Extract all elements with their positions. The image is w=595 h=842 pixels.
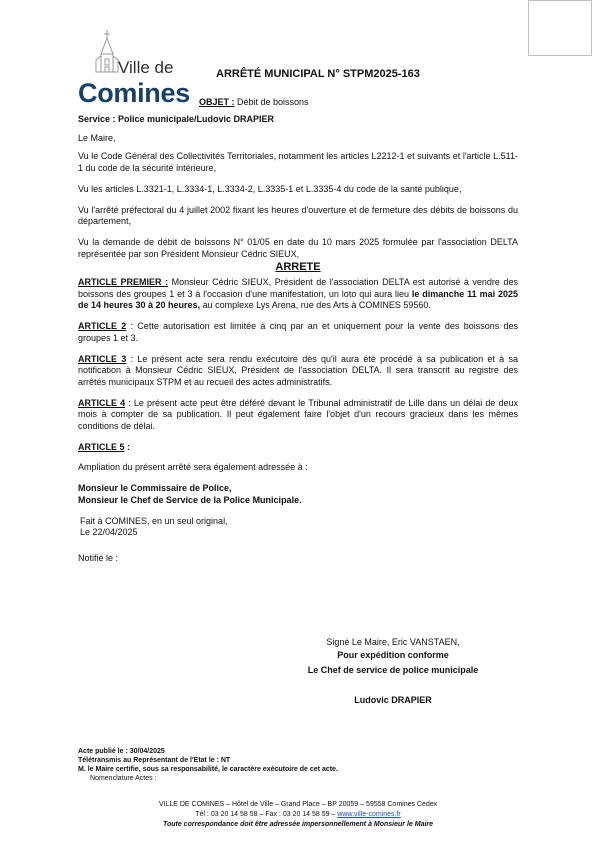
contact-line	[78, 810, 518, 820]
chef-service: Le Chef de service de police municipale	[307, 665, 479, 675]
service-line: Service : Police municipale/Ludovic DRAPIER	[78, 114, 275, 124]
ampliation: Ampliation du présent arrêté sera également adressée à :	[78, 462, 308, 473]
signataire-nom: Ludovic DRAPIER	[354, 695, 432, 705]
objet-label: OBJET :	[199, 97, 235, 107]
pour-expedition: Pour expédition conforme	[337, 650, 449, 660]
event-date: le dimanche 11 mai 2025 de 14 heures 30 à 20 heures,	[78, 288, 518, 311]
teletransmis: Télétransmis au Représentant de l'Etat le : NT	[78, 757, 231, 764]
notifie-le: Notifié le :	[78, 552, 119, 563]
destinataire-commissaire: Monsieur le Commissaire de Police,	[78, 483, 232, 494]
acte-publie: Acte publié le : 30/04/2025	[78, 748, 165, 755]
vu-sante-publique: Vu les articles L.3321-1, L.3334-1, L.3334-2, L.3335-1 et L.3335-4 du code de la santé publique,	[78, 183, 462, 194]
destinataire-chef-service: Monsieur le Chef de Service de la Police Municipale.	[78, 494, 302, 505]
article-2-label: ARTICLE 2	[78, 321, 127, 332]
objet-value: Débit de boissons	[234, 97, 309, 107]
article-2: ARTICLE 2 : Cette autorisation est limitée à cinq par an et uniquement pour la vente des boissons des groupes 1 et 3.	[78, 321, 518, 343]
stamp-box	[528, 0, 592, 56]
article-premier: ARTICLE PREMIER : Monsieur Cédric SIEUX, Président de l'association DELTA est autorisé à vendre des boissons des groupes 1 et 3 à l'occasion d'une manifestation, un loto qui aura lieu le dimanche 11 mai 2025 de 14 heures 30 à 20 heures, au complexe Lys Arena, rue des Arts à COMINES 59560.	[78, 277, 518, 311]
logo-comines-text: Comines	[78, 78, 190, 108]
arrete-heading: ARRETE	[275, 261, 321, 274]
article-4: ARTICLE 4 : Le présent acte peut être déféré devant le Tribunal administratif de Lille dans un délai de deux mois à compter de sa publication. Il peut également faire l'objet d'un recours gracieux dans les mêmes conditions de délai.	[78, 397, 518, 432]
website-link[interactable]: www.ville-comines.fr	[337, 811, 401, 818]
vu-cgct: Vu le Code Général des Collectivités Territoriales, notamment les articles L2212-1 et suivants et l'article L.511-1 du code de la sécurité intérieure,	[78, 151, 518, 174]
le-maire: Le Maire,	[78, 132, 116, 143]
article-premier-label: ARTICLE PREMIER :	[78, 277, 169, 288]
correspondence-note: Toute correspondance doit être adressée impersonnellement à Monsieur le Maire	[162, 821, 434, 828]
vu-arrete-prefectoral: Vu l'arrêté préfectoral du 4 juillet 2002 fixant les heures d'ouverture et de fermeture des débits de boissons du département,	[78, 204, 518, 227]
fait-a: Fait à COMINES, en un seul original,	[80, 515, 228, 526]
certification: M. le Maire certifie, sous sa responsabilité, le caractère exécutoire de cet acte.	[78, 766, 338, 773]
address-footer	[78, 800, 518, 830]
article-4-label: ARTICLE 4	[78, 397, 126, 408]
article-3: ARTICLE 3 : Le présent acte sera rendu exécutoire dès qu'il aura été procédé à sa publication et à sa notification à Monsieur Cédric SIEUX, Président de l'association DELTA. Il sera transcrit au registre des arrêtés municipaux STPM et au recueil des actes administratifs.	[78, 353, 518, 387]
signe-le-maire: Signé Le Maire, Eric VANSTAEN,	[326, 637, 460, 647]
vu-demande: Vu la demande de débit de boissons N° 01/05 en date du 10 mars 2025 formulée par l'association DELTA représentée par son Président Monsieur Cédric SIEUX,	[78, 236, 518, 259]
date-signature: Le 22/04/2025	[80, 527, 138, 538]
city-logo	[78, 28, 196, 108]
document-body	[78, 114, 518, 565]
article-5-label: ARTICLE 5	[78, 441, 125, 452]
document-title: ARRÊTÉ MUNICIPAL N° STPM2025-163	[216, 68, 420, 80]
address-line: VILLE DE COMINES – Hôtel de Ville – Grand Place – BP 20059 – 59558 Comines Cedex	[158, 801, 438, 808]
objet-line	[199, 97, 309, 107]
logo-ville-text: Ville de	[118, 58, 174, 77]
article-5: ARTICLE 5 :	[78, 441, 131, 452]
publication-footer	[78, 747, 518, 783]
phone-fax: Tél : 03 20 14 58 58 – Fax : 03 20 14 58 59 –	[195, 811, 338, 818]
article-3-label: ARTICLE 3	[78, 353, 127, 364]
signature-block	[78, 636, 518, 707]
nomenclature: Nomenclature Actes :	[90, 775, 157, 782]
